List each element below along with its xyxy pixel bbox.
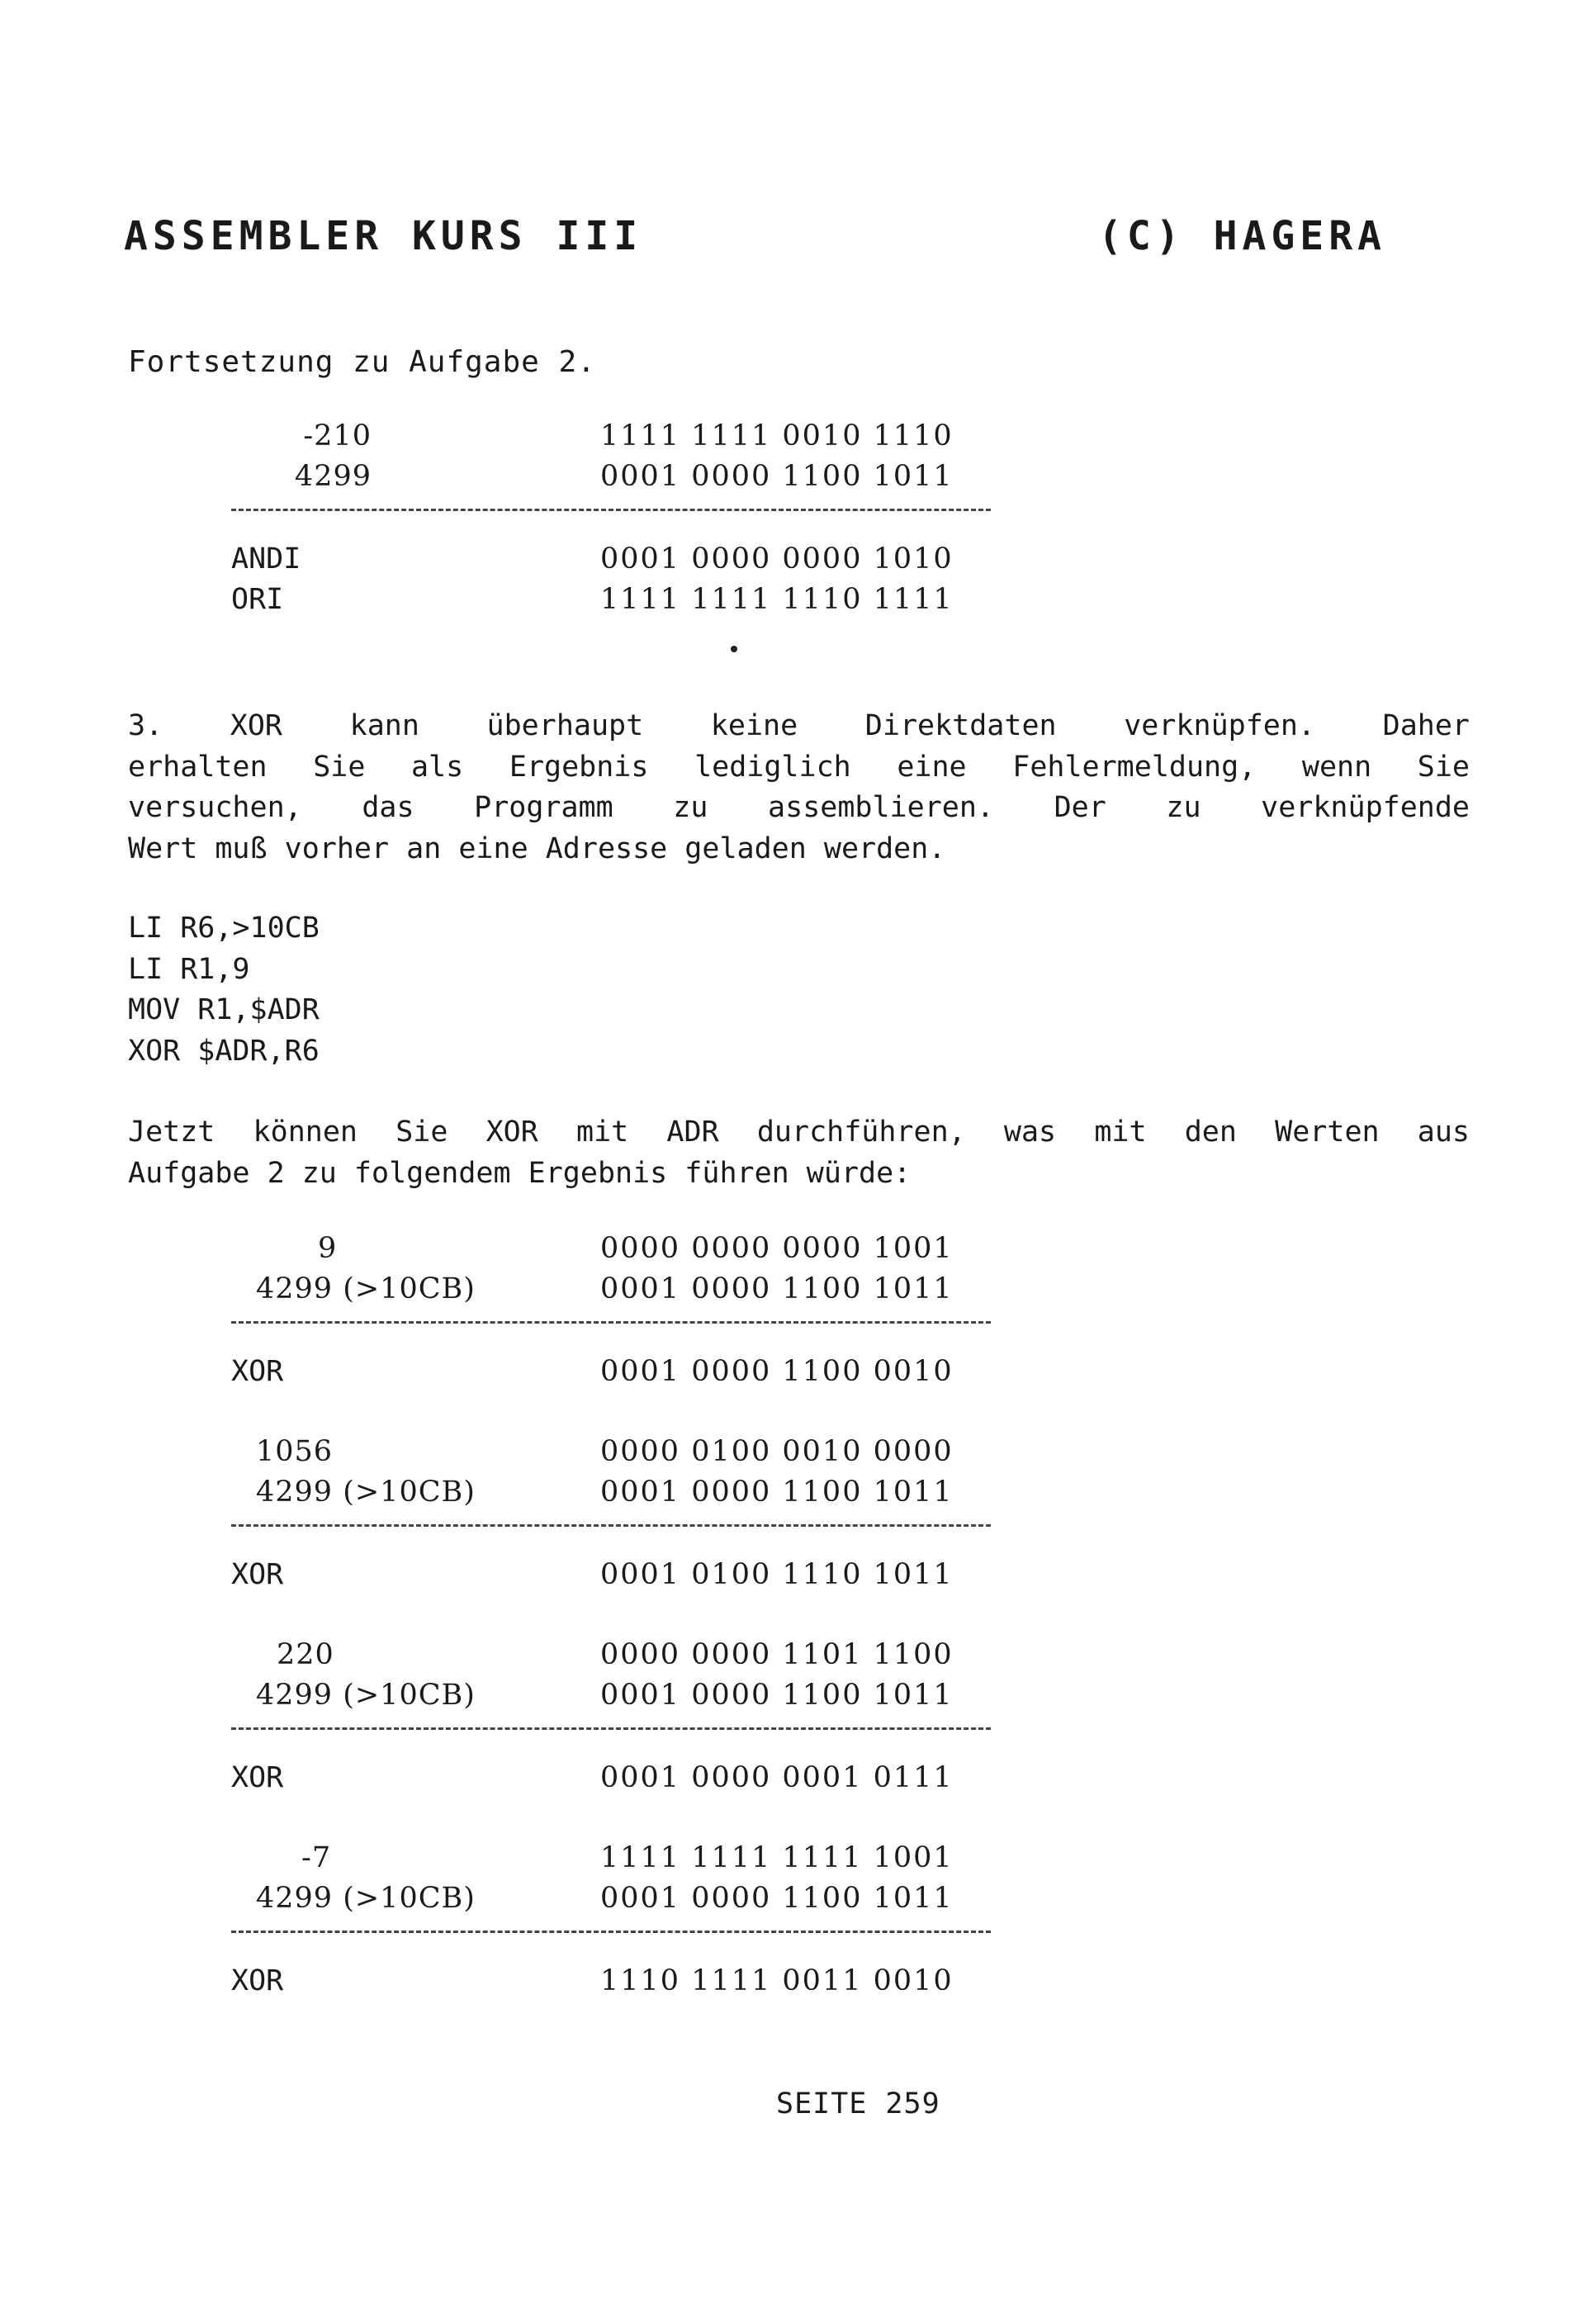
binary-value: 0001 0000 0001 0111 bbox=[600, 1761, 954, 1794]
table-row bbox=[231, 1761, 991, 1802]
paragraph-line: erhalten Sie als Ergebnis lediglich eine Fehlermeldung, wenn Sie bbox=[128, 750, 1470, 784]
value-label: 4299 bbox=[294, 460, 372, 493]
code-listing bbox=[128, 908, 320, 1072]
value-label: -7 bbox=[301, 1841, 332, 1874]
dashed-separator bbox=[231, 1727, 991, 1730]
binary-value: 0001 0000 1100 1011 bbox=[600, 460, 954, 493]
page-number: SEITE 259 bbox=[776, 2087, 940, 2120]
table-row bbox=[231, 1679, 991, 1719]
table-row bbox=[231, 1882, 991, 1922]
paragraph-line: versuchen, das Programm zu assemblieren. Der zu verknüpfende bbox=[128, 791, 1470, 824]
stray-dot bbox=[731, 646, 737, 652]
code-line: LI R6,>10CB bbox=[128, 912, 320, 945]
binary-value: 0001 0000 1100 0010 bbox=[600, 1355, 954, 1388]
paragraph-xor-explanation bbox=[128, 706, 1470, 869]
xor-block bbox=[231, 1435, 991, 1599]
value-label: 4299 (>10CB) bbox=[256, 1882, 476, 1915]
operation-label: XOR bbox=[231, 1355, 284, 1388]
xor-block bbox=[231, 1638, 991, 1802]
table-row bbox=[231, 1272, 991, 1313]
table-row bbox=[231, 542, 991, 583]
table-row bbox=[231, 1435, 991, 1476]
table-row bbox=[231, 1841, 991, 1882]
value-label: 1056 bbox=[256, 1435, 334, 1468]
table-row bbox=[231, 1638, 991, 1679]
binary-value: 0001 0000 1100 1011 bbox=[600, 1476, 954, 1509]
code-line: MOV R1,$ADR bbox=[128, 993, 320, 1026]
xor-block bbox=[231, 1232, 991, 1395]
header-copyright: (C) HAGERA bbox=[1098, 213, 1386, 259]
paragraph-line: Jetzt können Sie XOR mit ADR durchführen, was mit den Werten aus bbox=[128, 1116, 1470, 1149]
binary-value: 0001 0100 1110 1011 bbox=[600, 1558, 954, 1591]
table-row bbox=[231, 1964, 991, 2005]
logic-table-and-or bbox=[231, 419, 991, 623]
table-row bbox=[231, 1476, 991, 1516]
binary-value: 0001 0000 1100 1011 bbox=[600, 1272, 954, 1305]
binary-value: 1111 1111 1111 1001 bbox=[600, 1841, 954, 1874]
dashed-separator bbox=[231, 1321, 991, 1324]
binary-value: 1111 1111 0010 1110 bbox=[600, 419, 954, 452]
binary-value: 1111 1111 1110 1111 bbox=[600, 583, 954, 616]
binary-value: 0000 0100 0010 0000 bbox=[600, 1435, 954, 1468]
xor-block bbox=[231, 1841, 991, 2005]
binary-value: 1110 1111 0011 0010 bbox=[600, 1964, 954, 1997]
section-subtitle: Fortsetzung zu Aufgabe 2. bbox=[128, 345, 596, 379]
dashed-separator bbox=[231, 1931, 991, 1933]
code-line: XOR $ADR,R6 bbox=[128, 1034, 320, 1068]
value-label: 9 bbox=[318, 1232, 338, 1265]
operation-label: XOR bbox=[231, 1558, 284, 1591]
table-row bbox=[231, 1355, 991, 1395]
table-row bbox=[231, 583, 991, 623]
value-label: 4299 (>10CB) bbox=[256, 1476, 476, 1509]
paragraph-xor-results bbox=[128, 1112, 1470, 1194]
binary-value: 0000 0000 1101 1100 bbox=[600, 1638, 954, 1671]
code-line: LI R1,9 bbox=[128, 952, 250, 986]
dashed-separator bbox=[231, 1524, 991, 1527]
binary-value: 0001 0000 1100 1011 bbox=[600, 1679, 954, 1712]
paragraph-line: Wert muß vorher an eine Adresse geladen werden. bbox=[128, 831, 946, 865]
value-label: 220 bbox=[277, 1638, 334, 1671]
table-row bbox=[231, 1558, 991, 1599]
operation-label: ORI bbox=[231, 583, 284, 616]
table-row bbox=[231, 460, 991, 500]
value-label: -210 bbox=[303, 419, 372, 452]
binary-value: 0001 0000 0000 1010 bbox=[600, 542, 954, 576]
value-label: 4299 (>10CB) bbox=[256, 1272, 476, 1305]
operation-label: XOR bbox=[231, 1761, 284, 1794]
operation-label: ANDI bbox=[231, 542, 301, 576]
paragraph-line: Aufgabe 2 zu folgendem Ergebnis führen würde: bbox=[128, 1156, 912, 1190]
value-label: 4299 (>10CB) bbox=[256, 1679, 476, 1712]
binary-value: 0000 0000 0000 1001 bbox=[600, 1232, 954, 1265]
table-row bbox=[231, 1232, 991, 1272]
paragraph-line: 3. XOR kann überhaupt keine Direktdaten verknüpfen. Daher bbox=[128, 709, 1470, 742]
table-row bbox=[231, 419, 991, 460]
operation-label: XOR bbox=[231, 1964, 284, 1997]
dashed-separator bbox=[231, 509, 991, 511]
binary-value: 0001 0000 1100 1011 bbox=[600, 1882, 954, 1915]
header-title: ASSEMBLER KURS III bbox=[124, 213, 643, 259]
